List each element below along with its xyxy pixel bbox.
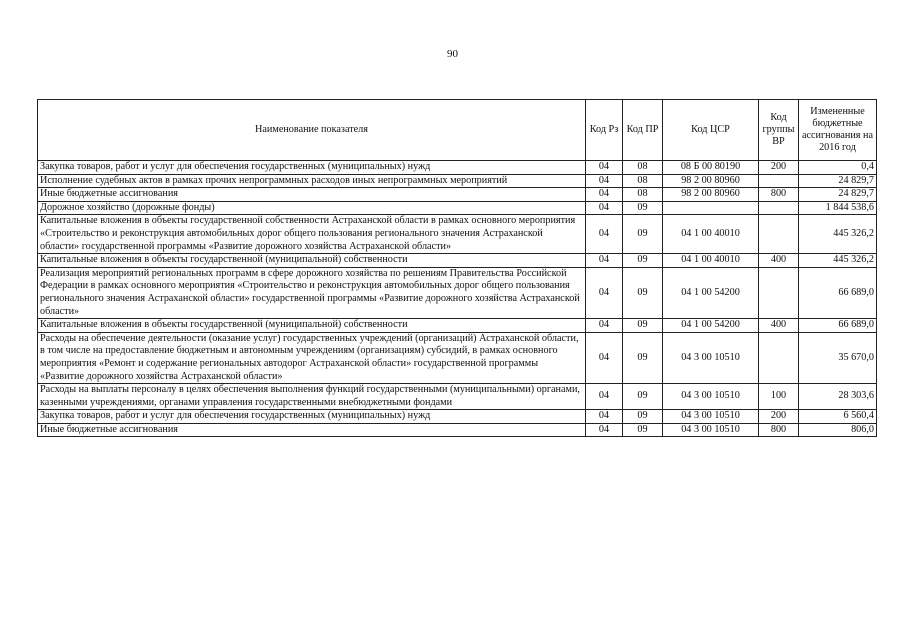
cell-pr: 08 bbox=[623, 161, 663, 175]
cell-vr: 800 bbox=[759, 188, 799, 202]
cell-amount: 28 303,6 bbox=[799, 384, 877, 410]
cell-rz: 04 bbox=[586, 201, 623, 215]
cell-csr: 04 3 00 10510 bbox=[663, 384, 759, 410]
cell-pr: 08 bbox=[623, 174, 663, 188]
cell-vr bbox=[759, 174, 799, 188]
cell-pr: 09 bbox=[623, 201, 663, 215]
cell-vr: 100 bbox=[759, 384, 799, 410]
cell-rz: 04 bbox=[586, 174, 623, 188]
cell-csr: 04 1 00 54200 bbox=[663, 319, 759, 333]
table-row bbox=[38, 319, 877, 333]
cell-amount: 24 829,7 bbox=[799, 174, 877, 188]
table-row bbox=[38, 410, 877, 424]
table-row bbox=[38, 174, 877, 188]
cell-amount: 445 326,2 bbox=[799, 215, 877, 254]
cell-amount: 806,0 bbox=[799, 423, 877, 437]
cell-name: Дорожное хозяйство (дорожные фонды) bbox=[38, 201, 586, 215]
cell-vr: 800 bbox=[759, 423, 799, 437]
cell-rz: 04 bbox=[586, 161, 623, 175]
cell-name: Капитальные вложения в объекты государственной (муниципальной) собственности bbox=[38, 319, 586, 333]
cell-pr: 09 bbox=[623, 254, 663, 268]
cell-pr: 09 bbox=[623, 267, 663, 318]
header-csr: Код ЦСР bbox=[663, 100, 759, 161]
cell-pr: 09 bbox=[623, 319, 663, 333]
cell-csr bbox=[663, 201, 759, 215]
table-row bbox=[38, 267, 877, 318]
table-row bbox=[38, 201, 877, 215]
cell-name: Иные бюджетные ассигнования bbox=[38, 423, 586, 437]
cell-vr bbox=[759, 267, 799, 318]
header-vr: Код группы ВР bbox=[759, 100, 799, 161]
cell-vr: 200 bbox=[759, 410, 799, 424]
header-rz: Код Рз bbox=[586, 100, 623, 161]
cell-csr: 04 1 00 40010 bbox=[663, 254, 759, 268]
table-row bbox=[38, 332, 877, 383]
cell-name: Реализация мероприятий региональных программ в сфере дорожного хозяйства по решениям Правительства Российской Федерации в рамках основного мероприятия «Строительство и реконструкция автомобильных дорог общего пользования регионального значения Астраханской области» государственной программы «Развитие дорожного хозяйства Астраханской области» bbox=[38, 267, 586, 318]
table-row bbox=[38, 188, 877, 202]
cell-vr: 400 bbox=[759, 319, 799, 333]
cell-csr: 04 1 00 54200 bbox=[663, 267, 759, 318]
cell-pr: 09 bbox=[623, 384, 663, 410]
cell-pr: 09 bbox=[623, 410, 663, 424]
cell-amount: 66 689,0 bbox=[799, 319, 877, 333]
cell-rz: 04 bbox=[586, 267, 623, 318]
cell-amount: 1 844 538,6 bbox=[799, 201, 877, 215]
cell-name: Расходы на обеспечение деятельности (оказание услуг) государственных учреждений (организаций) Астраханской области, в том числе на предоставление бюджетным и автономным учреждениям (организациям) субсидий, в рамках основного мероприятия «Ремонт и содержание региональных автодорог Астраханской области» государственной программы «Развитие дорожного хозяйства Астраханской области» bbox=[38, 332, 586, 383]
header-amount: Измененные бюджетные ассигнования на 2016 год bbox=[799, 100, 877, 161]
cell-csr: 04 3 00 10510 bbox=[663, 423, 759, 437]
cell-vr bbox=[759, 215, 799, 254]
cell-pr: 08 bbox=[623, 188, 663, 202]
cell-rz: 04 bbox=[586, 254, 623, 268]
cell-csr: 04 3 00 10510 bbox=[663, 332, 759, 383]
cell-rz: 04 bbox=[586, 215, 623, 254]
cell-amount: 6 560,4 bbox=[799, 410, 877, 424]
table-header-row bbox=[38, 100, 877, 161]
page-number: 90 bbox=[447, 48, 458, 60]
cell-pr: 09 bbox=[623, 423, 663, 437]
cell-name: Исполнение судебных актов в рамках прочих непрограммных расходов иных непрограммных мероприятий bbox=[38, 174, 586, 188]
table-row bbox=[38, 384, 877, 410]
cell-amount: 66 689,0 bbox=[799, 267, 877, 318]
cell-name: Закупка товаров, работ и услуг для обеспечения государственных (муниципальных) нужд bbox=[38, 410, 586, 424]
cell-csr: 04 3 00 10510 bbox=[663, 410, 759, 424]
cell-csr: 98 2 00 80960 bbox=[663, 188, 759, 202]
header-pr: Код ПР bbox=[623, 100, 663, 161]
budget-table bbox=[37, 99, 877, 437]
cell-rz: 04 bbox=[586, 384, 623, 410]
cell-amount: 35 670,0 bbox=[799, 332, 877, 383]
cell-amount: 24 829,7 bbox=[799, 188, 877, 202]
cell-vr bbox=[759, 332, 799, 383]
cell-pr: 09 bbox=[623, 215, 663, 254]
cell-csr: 08 Б 00 80190 bbox=[663, 161, 759, 175]
cell-rz: 04 bbox=[586, 188, 623, 202]
cell-amount: 0,4 bbox=[799, 161, 877, 175]
cell-name: Закупка товаров, работ и услуг для обеспечения государственных (муниципальных) нужд bbox=[38, 161, 586, 175]
cell-rz: 04 bbox=[586, 423, 623, 437]
table-row bbox=[38, 423, 877, 437]
cell-vr: 400 bbox=[759, 254, 799, 268]
cell-vr bbox=[759, 201, 799, 215]
table-row bbox=[38, 161, 877, 175]
cell-rz: 04 bbox=[586, 332, 623, 383]
cell-name: Расходы на выплаты персоналу в целях обеспечения выполнения функций государственными (муниципальными) органами, казенными учреждениями, органами управления государственными внебюджетными фондами bbox=[38, 384, 586, 410]
cell-rz: 04 bbox=[586, 319, 623, 333]
cell-name: Капитальные вложения в объекты государственной собственности Астраханской области в рамках основного мероприятия «Строительство и реконструкция автомобильных дорог общего пользования регионального значения Астраханской области» государственной программы «Развитие дорожного хозяйства Астраханской области» bbox=[38, 215, 586, 254]
cell-vr: 200 bbox=[759, 161, 799, 175]
header-name: Наименование показателя bbox=[38, 100, 586, 161]
cell-amount: 445 326,2 bbox=[799, 254, 877, 268]
table-row bbox=[38, 215, 877, 254]
cell-csr: 98 2 00 80960 bbox=[663, 174, 759, 188]
cell-name: Капитальные вложения в объекты государственной (муниципальной) собственности bbox=[38, 254, 586, 268]
cell-csr: 04 1 00 40010 bbox=[663, 215, 759, 254]
cell-name: Иные бюджетные ассигнования bbox=[38, 188, 586, 202]
cell-pr: 09 bbox=[623, 332, 663, 383]
cell-rz: 04 bbox=[586, 410, 623, 424]
table-row bbox=[38, 254, 877, 268]
